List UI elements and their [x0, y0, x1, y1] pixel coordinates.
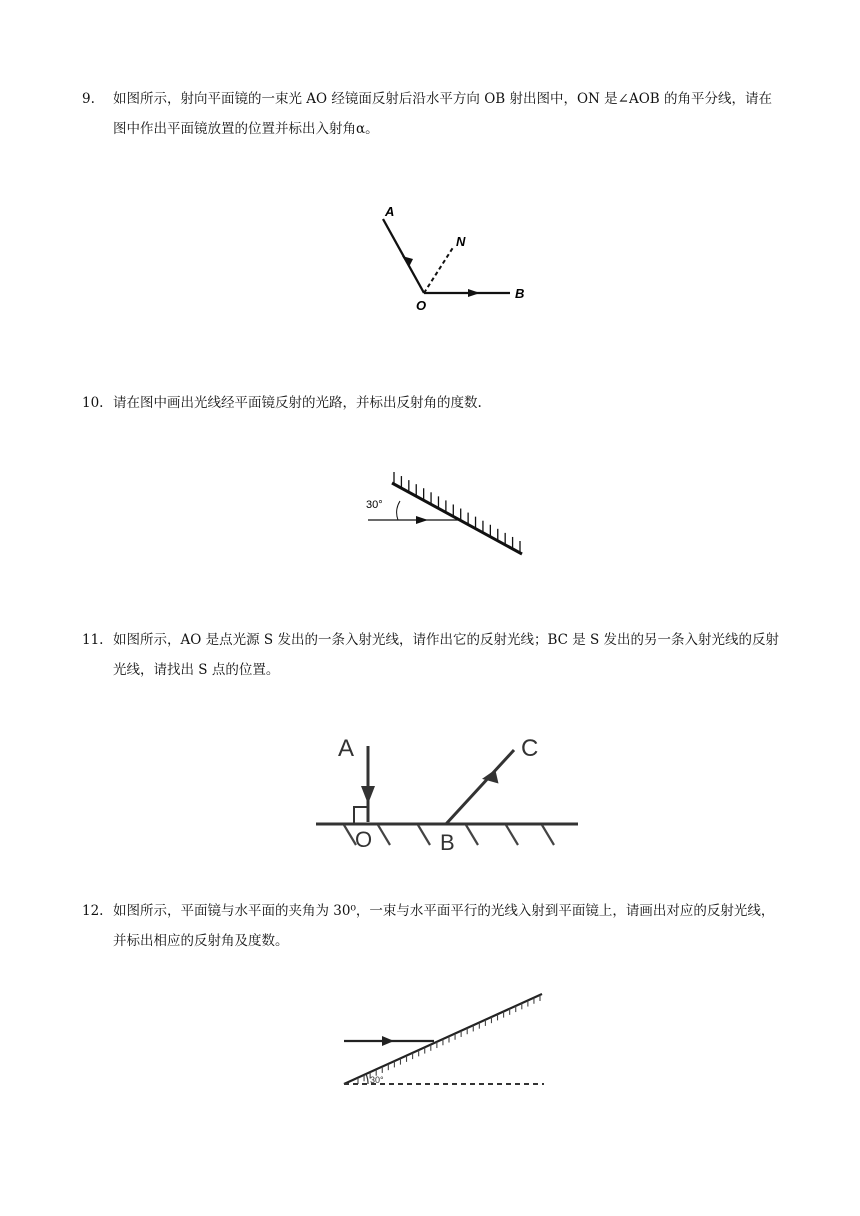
arrow-head	[468, 289, 480, 297]
label-a: A	[385, 204, 395, 219]
question-number: 10.	[82, 395, 104, 411]
arrow-head	[416, 516, 428, 524]
bisector-on	[424, 246, 454, 293]
mirror	[392, 483, 522, 554]
angle-label: 30°	[366, 499, 383, 511]
figure-11-diagram	[312, 728, 582, 856]
mirror	[344, 994, 542, 1084]
question-text: 请在图中画出光线经平面镜反射的光路，并标出反射角的度数.	[113, 395, 482, 411]
angle-arc	[397, 501, 400, 520]
label-a: A	[338, 735, 355, 762]
question-11	[82, 625, 782, 685]
question-number: 11.	[82, 632, 104, 648]
reflected-ray-bc	[446, 750, 514, 824]
label-n: N	[456, 234, 466, 249]
question-10	[82, 388, 782, 418]
question-text: 如图所示，AO 是点光源 S 发出的一条入射光线，请作出它的反射光线；BC 是 S 发出的另一条入射光线的反射光线，请找出 S 点的位置。	[113, 632, 780, 678]
question-9	[82, 84, 782, 144]
arrow-head	[382, 1036, 394, 1046]
figure-12-diagram	[338, 988, 550, 1092]
question-number: 12.	[82, 903, 104, 919]
question-text: 如图所示，射向平面镜的一束光 AO 经镜面反射后沿水平方向 OB 射出图中，ON 是∠AOB 的角平分线，请在图中作出平面镜放置的位置并标出入射角α。	[113, 91, 772, 137]
mirror-hatching	[394, 472, 520, 553]
angle-label: 30°	[370, 1075, 384, 1085]
right-angle-mark	[354, 807, 368, 824]
figure-10-diagram	[360, 472, 530, 564]
incident-ray-ao	[383, 219, 424, 293]
label-c: C	[521, 735, 539, 762]
question-text: 如图所示，平面镜与水平面的夹角为 30⁰，一束与水平面平行的光线入射到平面镜上，请画出对应的反射光线，并标出相应的反射角及度数。	[113, 903, 775, 949]
label-o: O	[416, 298, 427, 313]
label-o: O	[355, 827, 373, 852]
angle-arc	[366, 1074, 368, 1084]
question-12	[82, 896, 782, 956]
label-b: B	[515, 286, 525, 301]
label-b: B	[440, 830, 455, 855]
figure-9-diagram	[370, 198, 540, 316]
arrow-head	[361, 786, 375, 804]
question-number: 9.	[82, 91, 95, 107]
